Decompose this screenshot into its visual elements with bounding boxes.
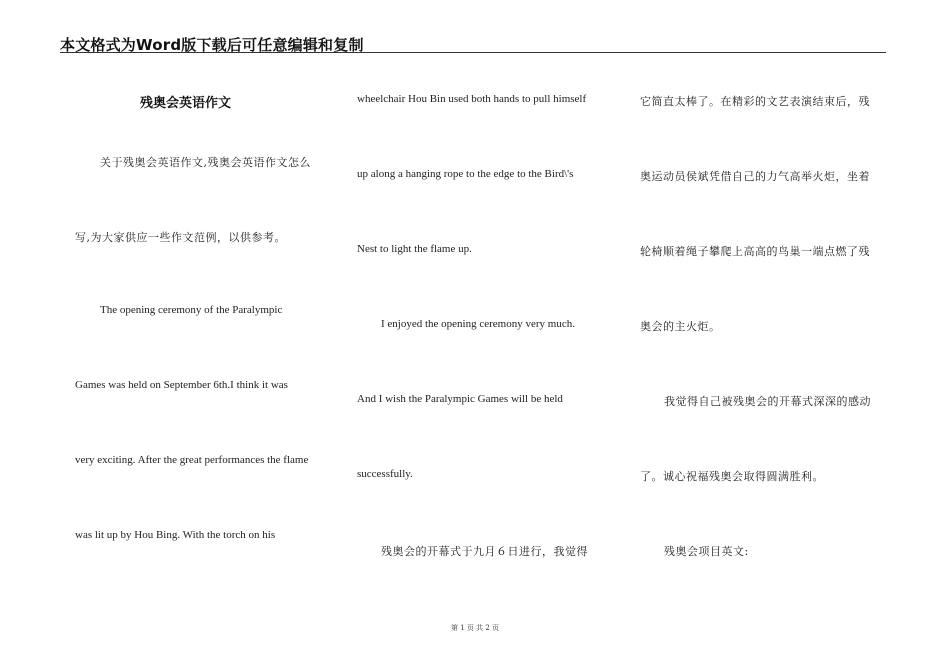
text-line: 写,为大家供应一些作文范例，以供参考。 xyxy=(75,231,286,244)
text-line: 奥运动员侯斌凭借自己的力气高举火炬，坐着 xyxy=(640,170,870,183)
text-line: 我觉得自己被残奥会的开幕式深深的感动 xyxy=(664,395,871,408)
text-line: was lit up by Hou Bing. With the torch on his xyxy=(75,529,276,541)
header-title: 本文格式为Word版下载后可任意编辑和复制 xyxy=(60,36,364,54)
text-line: up along a hanging rope to the edge to the Bird\'s xyxy=(357,168,574,180)
text-column-2 xyxy=(345,0,610,620)
text-line: very exciting. After the great performances the flame xyxy=(75,454,309,466)
text-line: 残奥会的开幕式于九月６日进行，我觉得 xyxy=(381,545,588,558)
page-number: 第 1 页 共 2 页 xyxy=(450,624,500,632)
text-line: 它简直太棒了。在精彩的文艺表演结束后，残 xyxy=(640,95,870,108)
text-column-1 xyxy=(60,0,325,620)
text-line: wheelchair Hou Bin used both hands to pull himself xyxy=(357,93,587,105)
text-line: successfully. xyxy=(357,468,413,480)
document-title: 残奥会英语作文 xyxy=(140,96,232,111)
text-line: 了。诚心祝福残奥会取得圆满胜利。 xyxy=(640,470,824,483)
text-line: The opening ceremony of the Paralympic xyxy=(100,304,283,316)
text-line: 关于残奥会英语作文,残奥会英语作文怎么 xyxy=(100,156,311,169)
text-line: And I wish the Paralympic Games will be held xyxy=(357,393,563,405)
text-line: Games was held on September 6th.I think it was xyxy=(75,379,288,391)
text-column-3 xyxy=(630,0,886,620)
text-line: 轮椅顺着绳子攀爬上高高的鸟巢一端点燃了残 xyxy=(640,245,870,258)
text-line: I enjoyed the opening ceremony very much. xyxy=(381,318,575,330)
text-line: Nest to light the flame up. xyxy=(357,243,472,255)
text-line: 残奥会项目英文: xyxy=(664,545,749,558)
text-line: 奥会的主火炬。 xyxy=(640,320,721,333)
